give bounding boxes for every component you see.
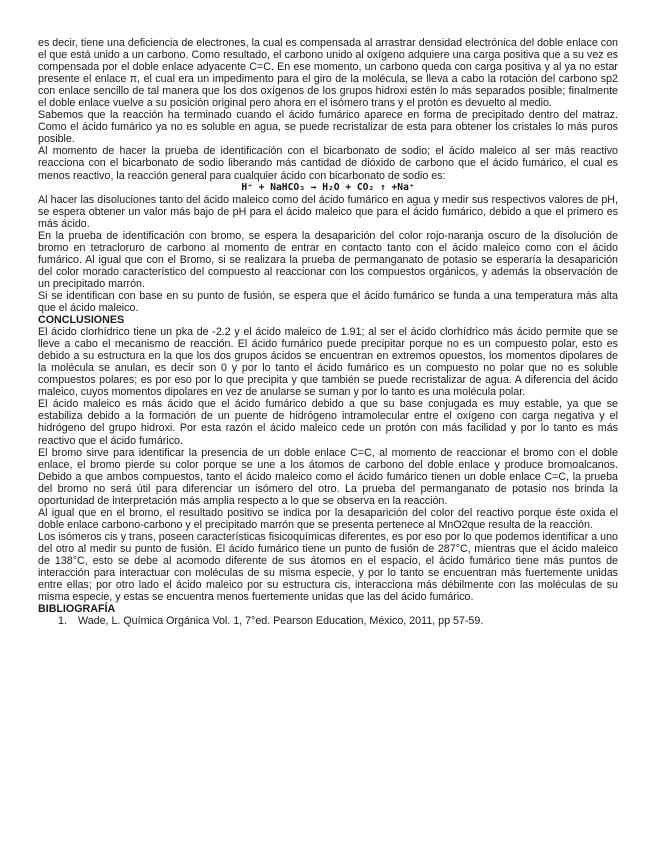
conclusion-paragraph: El ácido maleico es más ácido que el ácido fumárico debido a que su base conjugada es muy estable, ya que se estabiliza debido a la formación de un puente de hidrógeno intramolecular entre el oxígeno con carga negativa y el hidrógeno del grupo hidroxi. Por esta razón el ácido maleico cede un protón con más facilidad y por lo tanto es más reactivo que el ácido fumárico. xyxy=(38,398,618,447)
reference-item xyxy=(38,615,618,627)
document-page xyxy=(38,37,618,627)
bibliography-heading: BIBLIOGRAFÍA xyxy=(38,603,116,616)
paragraph-precipitate: Sabemos que la reacción ha terminado cuando el ácido fumárico aparece en forma de precipitado dentro del matraz. Como el ácido fumárico ya no es soluble en agua, se puede recristalizar de esta para obtener los cristales lo más puros posible. xyxy=(38,109,618,146)
reference-text: Wade, L. Química Orgánica Vol. 1, 7°ed. Pearson Education, México, 2011, pp 57-59. xyxy=(78,615,484,628)
paragraph-mechanism: es decir, tiene una deficiencia de electrones, la cual es compensada al arrastrar densidad electrónica del doble enlace con el que está unido a un carbono. Como resultado, el carbono unido al oxígeno adquiere una carga positiva que a su vez es compensada por el doble enlace adyacente C=C. En ese momento, un carbono queda con carga positiva y al ya no estar presente el enlace π, el cual era un impedimento para el giro de la molécula, se lleva a cabo la rotación del carbono sp2 con enlace sencillo de tal manera que los dos oxígenos de los grupos hidroxi estén lo más separados posible; finalmente el doble enlace vuelve a su posición original pero ahora en el isómero trans y el protón es devuelto al medio. xyxy=(38,37,618,110)
conclusion-paragraph: Al igual que en el bromo, el resultado positivo se indica por la desaparición del color del reactivo porque éste oxida el doble enlace carbono-carbono y el precipitado marrón que se presenta pertenece al MnO2que resulta de la reacción. xyxy=(38,506,618,531)
conclusions-heading: CONCLUSIONES xyxy=(38,314,125,327)
conclusion-paragraph: Los isómeros cis y trans, poseen características fisicoquímicas diferentes, es por eso por lo que podemos identificar a uno del otro al medir su punto de fusión. El ácido fumárico tiene un punto de fusión de 287°C, mientras que el ácido maleico de 138°C, esto se debe al acomodo diferente de sus átomos en el espacio, el ácido fumárico tiene más puntos de interacción para interactuar con moléculas de su misma especie, y por lo tanto se encuentran más fuertemente unidas entre ellas; por otro lado el ácido maleico por su estructura cis, interacciona más débilmente con las moléculas de su misma especie, y estas se encuentra menos fuertemente unidas que las del ácido fumárico. xyxy=(38,530,618,604)
conclusion-paragraph: El bromo sirve para identificar la presencia de un doble enlace C=C, al momento de reaccionar el bromo con el doble enlace, el bromo pierde su color porque se une a los átomos de carbono del doble enlace y produce bromoalcanos. Debido a que ambos compuestos, tanto el ácido maleico como el ácido fumárico tienen un doble enlace C=C, la prueba del bromo no será útil para diferenciar un isómero del otro. La prueba del permanganato de potasio nos brinda la oportunidad de interpretación más amplia respecto a lo que se observa en la reacción. xyxy=(38,446,618,507)
paragraph-melting-point: Si se identifican con base en su punto de fusión, se espera que el ácido fumárico se funda a una temperatura más alta que el ácido maleico. xyxy=(38,289,618,314)
reference-number: 1. xyxy=(58,615,67,628)
reaction-equation: H⁺ + NaHCO₃ → H₂O + CO₂ ↑ +Na⁺ xyxy=(241,181,415,193)
paragraph-bromine-test: En la prueba de identificación con bromo, se espera la desaparición del color rojo-naranja oscuro de la disolución de bromo en tetracloruro de carbono al momento de entrar en contacto tanto con el ácido maleico como con el ácido fumárico. Al igual que con el Bromo, si se realizara la prueba de permanganato de potasio se esperaría la desaparición del color morado característico del compuesto al reaccionar con los compuestos orgánicos, y además la observación de un precipitado marrón. xyxy=(38,229,618,290)
paragraph-ph: Al hacer las disoluciones tanto del ácido maleico como del ácido fumárico en agua y medir sus respectivos valores de pH, se espera obtener un valor más bajo de pH para el ácido maleico que para el ácido fumárico, debido a que el primero es más ácido. xyxy=(38,193,618,230)
paragraph-bicarbonate: Al momento de hacer la prueba de identificación con el bicarbonato de sodio; el ácido maleico al ser más reactivo reacciona con el bicarbonato de sodio liberando más cantidad de dióxido de carbono que el ácido fumárico, el cual es menos reactivo, la reacción general para cualquier ácido con bicarbonato de sodio es: xyxy=(38,145,618,182)
conclusion-paragraph: El ácido clorhídrico tiene un pka de -2.2 y el ácido maleico de 1.91; al ser el ácido clorhídrico más ácido permite que se lleve a cabo el mecanismo de reacción. El ácido fumárico puede precipitar porque no es un compuesto polar, esto es debido a su estructura en la que los dos grupos ácidos se encuentran en extremos opuestos, los momentos dipolares de la molécula se anulan, es decir son 0 y por lo tanto el ácido fumárico es un compuesto no polar que no es soluble compuestos polares; es por eso por lo que precipita y que también se puede recristalizar de agua. A diferencia del ácido maleico, cuyos momentos dipolares en vez de anularse se suman y por lo tanto es una molécula polar. xyxy=(38,326,618,399)
